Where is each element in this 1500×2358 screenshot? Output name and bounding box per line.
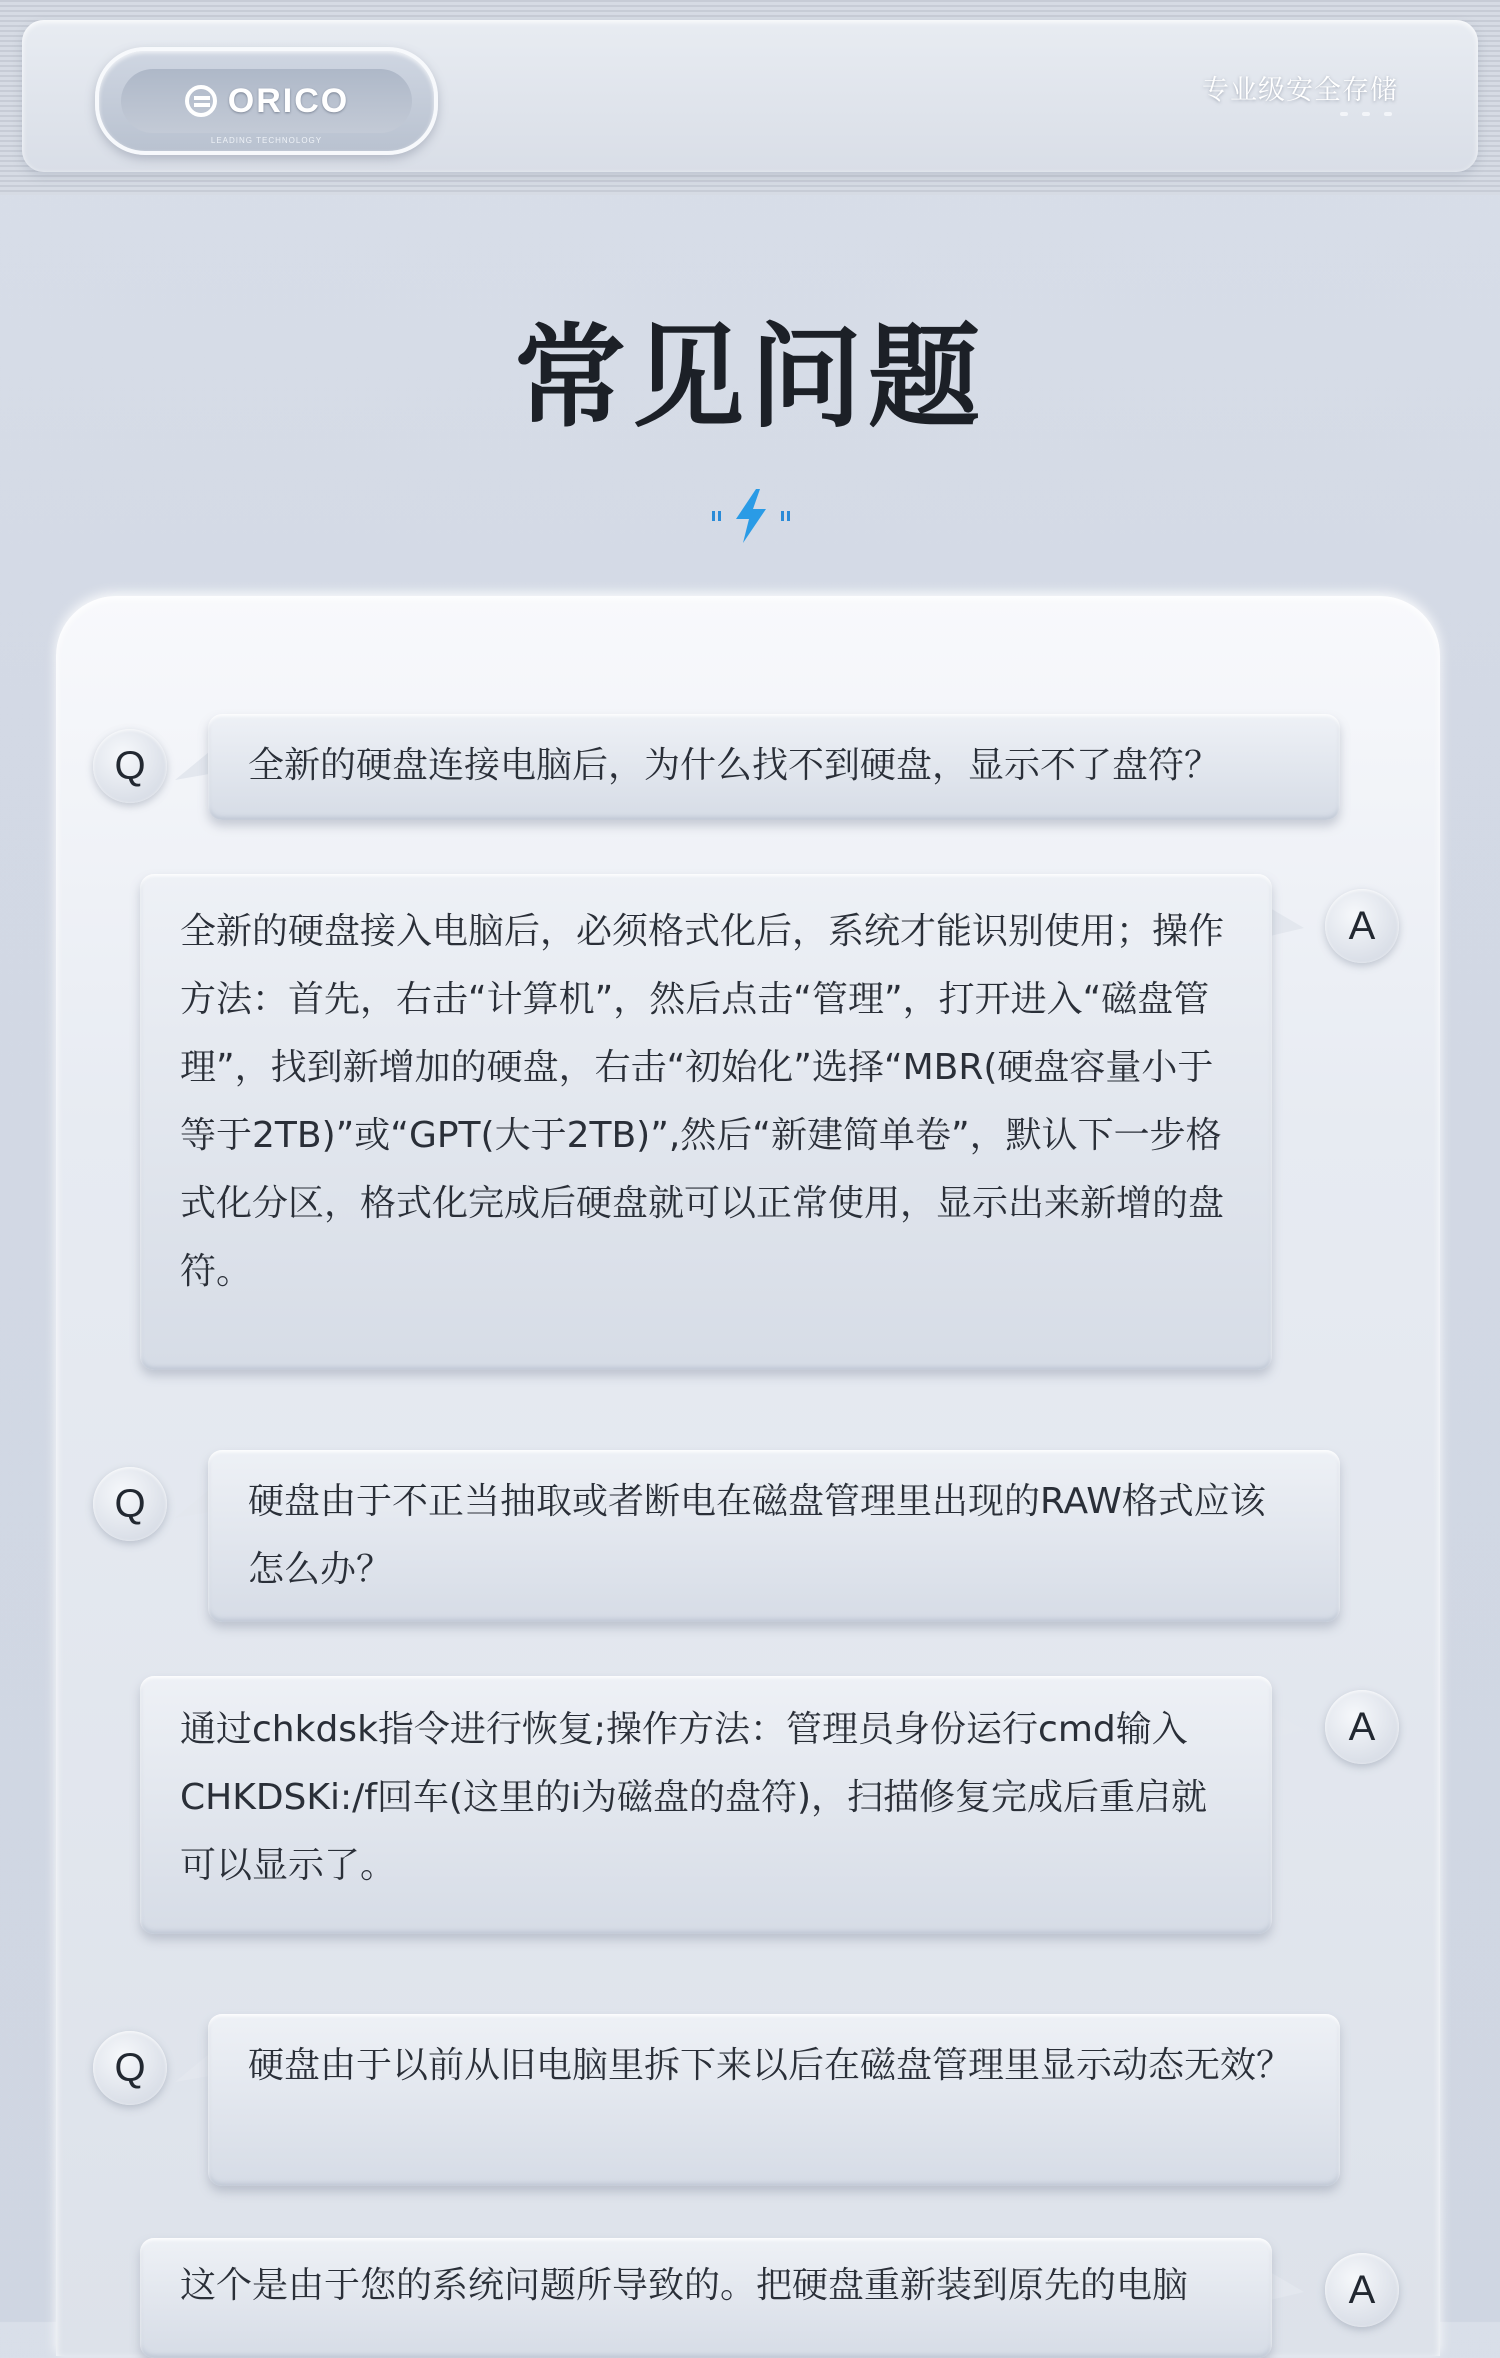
answer-badge: A: [1325, 2253, 1399, 2327]
question-badge: Q: [93, 2031, 167, 2105]
answer-text: 这个是由于您的系统问题所导致的。把硬盘重新装到原先的电脑: [180, 2265, 1189, 2306]
logo-text: ORICO: [227, 81, 350, 120]
bubble-tail: [1270, 1710, 1304, 1740]
question-bubble: [208, 714, 1340, 820]
question-text: 硬盘由于以前从旧电脑里拆下来以后在磁盘管理里显示动态无效？: [248, 2045, 1293, 2086]
bubble-tail: [175, 2054, 209, 2084]
lightning-bolt-icon: [712, 487, 790, 545]
question-bubble: [208, 2014, 1340, 2186]
tagline-dots: [1340, 112, 1392, 116]
bubble-tail: [1270, 2272, 1304, 2302]
bubble-tail: [175, 752, 209, 782]
bubble-tail: [1270, 908, 1304, 938]
answer-badge: A: [1325, 889, 1399, 963]
orico-logo-icon: [184, 84, 218, 118]
answer-bubble: [140, 1676, 1272, 1934]
logo-subtext: LEADING TECHNOLOGY: [210, 136, 323, 145]
answer-text: 通过chkdsk指令进行恢复;操作方法：管理员身份运行cmd输入CHKDSKi:/f回车(这里的i为磁盘的盘符)，扫描修复完成后重启就可以显示了。: [180, 1709, 1208, 1886]
header-strip: [0, 0, 1500, 195]
question-text: 硬盘由于不正当抽取或者断电在磁盘管理里出现的RAW格式应该怎么办？: [248, 1481, 1266, 1590]
question-badge: Q: [93, 1467, 167, 1541]
question-badge: Q: [93, 729, 167, 803]
question-bubble: [208, 1450, 1340, 1622]
header-tagline: 专业级安全存储: [1202, 75, 1398, 106]
bubble-tail: [175, 1490, 209, 1520]
brand-logo: [95, 47, 438, 155]
question-text: 全新的硬盘连接电脑后，为什么找不到硬盘，显示不了盘符？: [248, 745, 1221, 786]
answer-text: 全新的硬盘接入电脑后，必须格式化后，系统才能识别使用；操作方法：首先，右击“计算机”，然后点击“管理”，打开进入“磁盘管理”，找到新增加的硬盘，右击“初始化”选择“MBR(硬盘容量小于等于2TB)”或“GPT(大于2TB)”,然后“新建简单卷”，默认下一步格式化分区，格式化完成后硬盘就可以正常使用，显示出来新增的盘符。: [180, 911, 1225, 1292]
answer-bubble: [140, 874, 1272, 1370]
answer-badge: A: [1325, 1690, 1399, 1764]
answer-bubble: [140, 2238, 1272, 2358]
page-title: 常见问题: [514, 313, 986, 443]
